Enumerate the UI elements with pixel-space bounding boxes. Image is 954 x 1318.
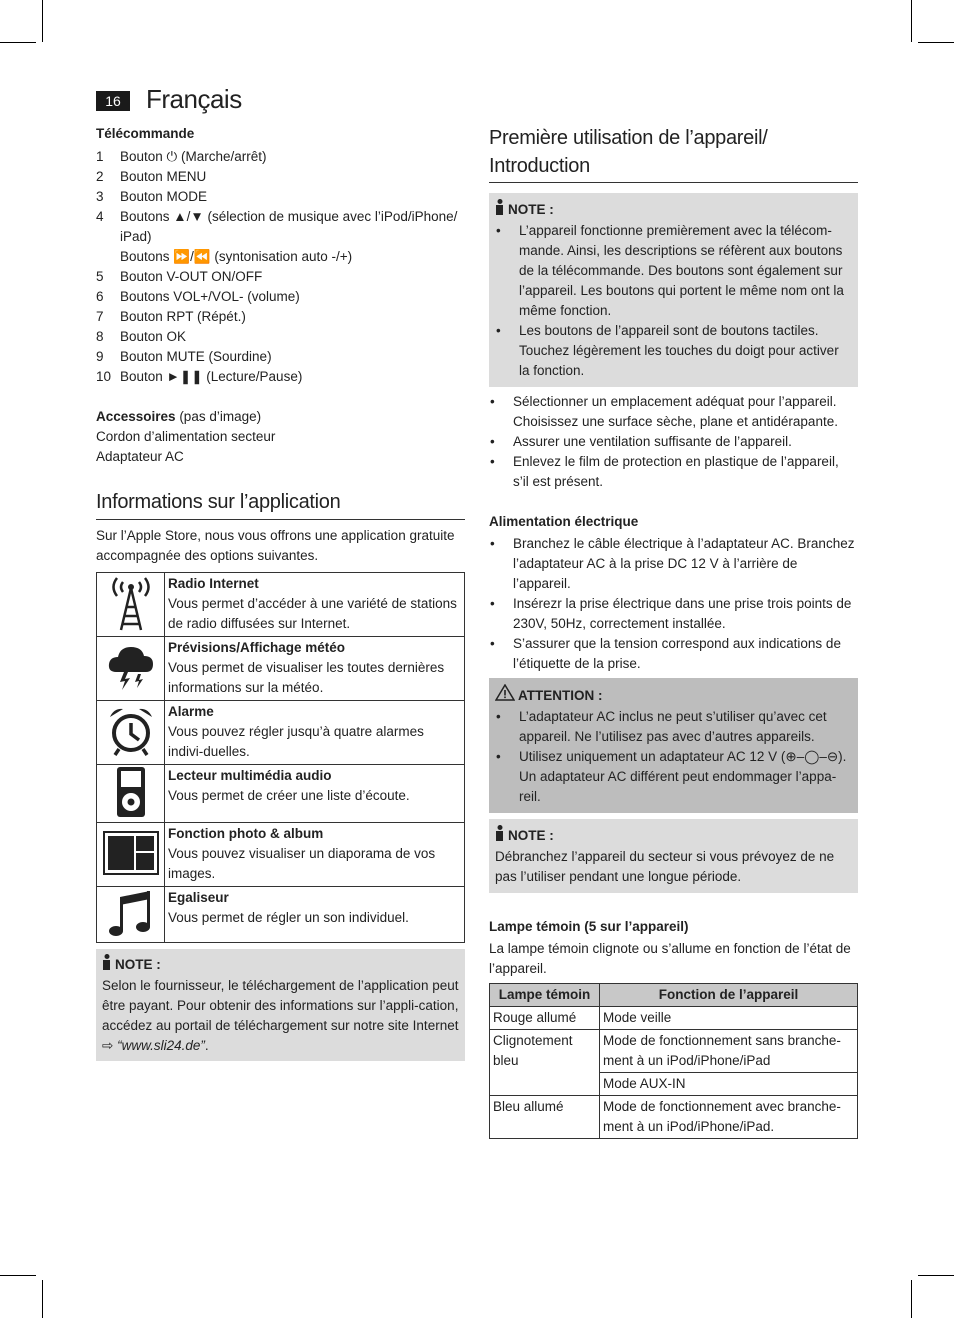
remote-list-item <box>96 247 465 267</box>
page-title: Français <box>146 84 242 114</box>
item-number: 3 <box>96 189 104 204</box>
power-note-box <box>489 819 858 893</box>
column-header: Fonction de l’appareil <box>600 984 858 1007</box>
first-use-list <box>489 392 858 492</box>
table-cell: Mode AUX-IN <box>600 1073 858 1096</box>
item-text: Bouton RPT (Répét.) <box>120 309 246 324</box>
info-icon <box>495 825 505 847</box>
power-title: Alimentation électrique <box>489 514 639 529</box>
column-header: Lampe témoin <box>490 984 600 1007</box>
list-item: • Enlevez le film de protection en plastique de l’appareil, s’il est présent. <box>490 454 839 489</box>
crop-mark <box>42 1280 43 1318</box>
first-use-title: Première utilisation de l’appareil/ Introduction <box>489 124 858 183</box>
warning-icon <box>495 684 515 707</box>
feature-desc: Vous permet de visualiser les toutes dernières informations sur la météo. <box>168 660 445 695</box>
alarm-clock-icon <box>97 701 165 765</box>
item-text: Bouton MUTE (Sourdine) <box>120 349 272 364</box>
table-row <box>97 573 465 637</box>
remote-list-item <box>96 347 465 367</box>
accessories-heading <box>96 407 465 427</box>
feature-title: Lecteur multimédia audio <box>168 768 332 783</box>
note-title: NOTE : <box>508 828 554 843</box>
app-note-box <box>96 949 465 1061</box>
item-number: 9 <box>96 349 104 364</box>
table-row <box>490 1030 858 1073</box>
list-item: • Assurer une ventilation suffisante de l’appareil. <box>490 434 792 449</box>
feature-title: Radio Internet <box>168 576 259 591</box>
list-item: • Les boutons de l’appareil sont de boutons tactiles. Touchez légèrement les touches du doigt pour activer la fonction. <box>496 323 839 378</box>
first-use-note-box <box>489 193 858 387</box>
table-row <box>97 823 465 887</box>
list-item: • Utilisez uniquement un adaptateur AC 12 V (⊕–◯–⊖). Un adaptateur AC différent peut endommager l’appa-reil. <box>496 749 847 804</box>
crop-mark <box>911 0 912 42</box>
item-text: Bouton ⏻ (Marche/arrêt) <box>120 149 267 164</box>
table-cell: Rouge allumé <box>490 1007 600 1030</box>
remote-list-item <box>96 307 465 327</box>
power-list <box>489 534 858 674</box>
indicator-table <box>489 983 858 1139</box>
item-number: 2 <box>96 169 104 184</box>
note-title: NOTE : <box>115 957 161 972</box>
attention-box <box>489 678 858 813</box>
weather-cloud-icon <box>97 637 165 701</box>
remote-list <box>96 147 465 387</box>
crop-mark <box>911 1280 912 1318</box>
remote-list-item <box>96 167 465 187</box>
feature-desc: Vous pouvez régler jusqu’à quatre alarmes indivi-duelles. <box>168 724 424 759</box>
info-icon <box>495 199 505 221</box>
table-row <box>490 1096 858 1139</box>
list-item: • L’appareil fonctionne premièrement avec la télécom-mande. Ainsi, les descriptions se réfèrent aux boutons de la télécommande. Des boutons sont également sur l’appareil. Les boutons qui portent le même nom ont la même fonction. <box>496 223 844 318</box>
remote-title: Télécommande <box>96 126 195 141</box>
item-text: Bouton MENU <box>120 169 207 184</box>
photo-album-icon <box>97 823 165 887</box>
info-icon <box>102 954 112 976</box>
table-header-row <box>490 984 858 1007</box>
item-number: 8 <box>96 329 104 344</box>
accessory-item: Cordon d’alimentation secteur <box>96 429 276 444</box>
crop-mark <box>0 1275 36 1276</box>
table-row <box>97 637 465 701</box>
app-info-title: Informations sur l’application <box>96 488 465 520</box>
crop-mark <box>918 42 954 43</box>
table-row <box>97 887 465 943</box>
item-number: 7 <box>96 309 104 324</box>
music-note-icon <box>97 887 165 943</box>
attention-title: ATTENTION : <box>518 687 603 703</box>
arrow-right-icon: ⇨ <box>102 1038 114 1053</box>
app-info-intro: Sur l’Apple Store, nous vous offrons une application gratuite accompagnée des options suivantes. <box>96 528 455 563</box>
indicator-intro: La lampe témoin clignote ou s’allume en fonction de l’état de l’appareil. <box>489 941 851 976</box>
note-title: NOTE : <box>508 202 554 217</box>
attention-list <box>495 707 852 807</box>
table-row <box>490 1007 858 1030</box>
website-link[interactable]: “www.sli24.de” <box>117 1038 205 1053</box>
feature-desc: Vous permet de créer une liste d’écoute. <box>168 788 410 803</box>
item-text: Boutons ▲/▼ (sélection de musique avec l’iPod/iPhone/ iPad) <box>120 209 458 244</box>
list-item: • Branchez le câble électrique à l’adaptateur AC. Branchez l’adaptateur AC à la prise DC 12 V à l’arrière de l’appareil. <box>490 536 855 591</box>
note-text: Selon le fournisseur, le téléchargement de l’application peut être payant. Pour obtenir des informations sur l’appli-cation, accédez au portail de téléchargement sur notre site Internet <box>102 978 459 1033</box>
app-features-table <box>96 572 465 943</box>
indicator-title: Lampe témoin (5 sur l’appareil) <box>489 919 689 934</box>
item-text: Boutons ⏩/⏪ (syntonisation auto -/+) <box>120 249 353 264</box>
item-text: Bouton ►❚❚ (Lecture/Pause) <box>120 369 303 384</box>
item-number: 1 <box>96 149 104 164</box>
item-text: Bouton MODE <box>120 189 208 204</box>
table-cell: Mode de fonctionnement sans branche-ment à un iPod/iPhone/iPad <box>600 1030 858 1073</box>
remote-list-item <box>96 367 465 387</box>
crop-mark <box>0 42 36 43</box>
remote-list-item <box>96 287 465 307</box>
item-number: 4 <box>96 209 104 224</box>
remote-list-item <box>96 147 465 167</box>
list-item: • Insérezr la prise électrique dans une prise trois points de 230V, 50Hz, correctement installée. <box>490 596 852 631</box>
remote-list-item <box>96 207 465 247</box>
accessories-label: Accessoires <box>96 409 176 424</box>
media-player-icon <box>97 765 165 823</box>
feature-desc: Vous permet de régler un son individuel. <box>168 910 409 925</box>
feature-desc: Vous permet d’accéder à une variété de stations de radio diffusées sur Internet. <box>168 596 457 631</box>
note-end: . <box>204 1038 209 1053</box>
list-item: • Sélectionner un emplacement adéquat pour l’appareil. Choisissez une surface sèche, plane et antidérapante. <box>490 394 838 429</box>
table-cell: Mode de fonctionnement avec branche-ment à un iPod/iPhone/iPad. <box>600 1096 858 1139</box>
crop-mark <box>42 0 43 42</box>
item-number: 10 <box>96 369 112 384</box>
list-item: • S’assurer que la tension correspond aux indications de l’étiquette de la prise. <box>490 636 841 671</box>
feature-desc: Vous pouvez visualiser un diaporama de vos images. <box>168 846 436 881</box>
table-row <box>97 701 465 765</box>
table-row <box>97 765 465 823</box>
list-item: • L’adaptateur AC inclus ne peut s’utiliser qu’avec cet appareil. Ne l’utilisez pas avec d’autres appareils. <box>496 709 827 744</box>
feature-title: Fonction photo & album <box>168 826 324 841</box>
remote-list-item <box>96 187 465 207</box>
left-column <box>96 124 465 1061</box>
table-cell: Clignotement bleu <box>490 1030 600 1096</box>
accessories-note: (pas d’image) <box>175 409 262 424</box>
page-number: 16 <box>96 91 130 111</box>
feature-title: Egaliseur <box>168 890 229 905</box>
item-number <box>96 247 120 267</box>
radio-tower-icon <box>97 573 165 637</box>
table-cell: Mode veille <box>600 1007 858 1030</box>
item-number: 5 <box>96 269 104 284</box>
item-number: 6 <box>96 289 104 304</box>
crop-mark <box>918 1275 954 1276</box>
feature-title: Prévisions/Affichage météo <box>168 640 346 655</box>
feature-title: Alarme <box>168 704 214 719</box>
note-list <box>495 221 852 381</box>
item-text: Bouton OK <box>120 329 187 344</box>
item-text: Bouton V-OUT ON/OFF <box>120 269 263 284</box>
right-column <box>489 124 858 1139</box>
remote-list-item <box>96 327 465 347</box>
accessory-item: Adaptateur AC <box>96 449 184 464</box>
remote-list-item <box>96 267 465 287</box>
table-cell: Bleu allumé <box>490 1096 600 1139</box>
item-text: Boutons VOL+/VOL- (volume) <box>120 289 300 304</box>
note-text: Débranchez l’appareil du secteur si vous prévoyez de ne pas l’utiliser pendant une longue période. <box>495 849 835 884</box>
